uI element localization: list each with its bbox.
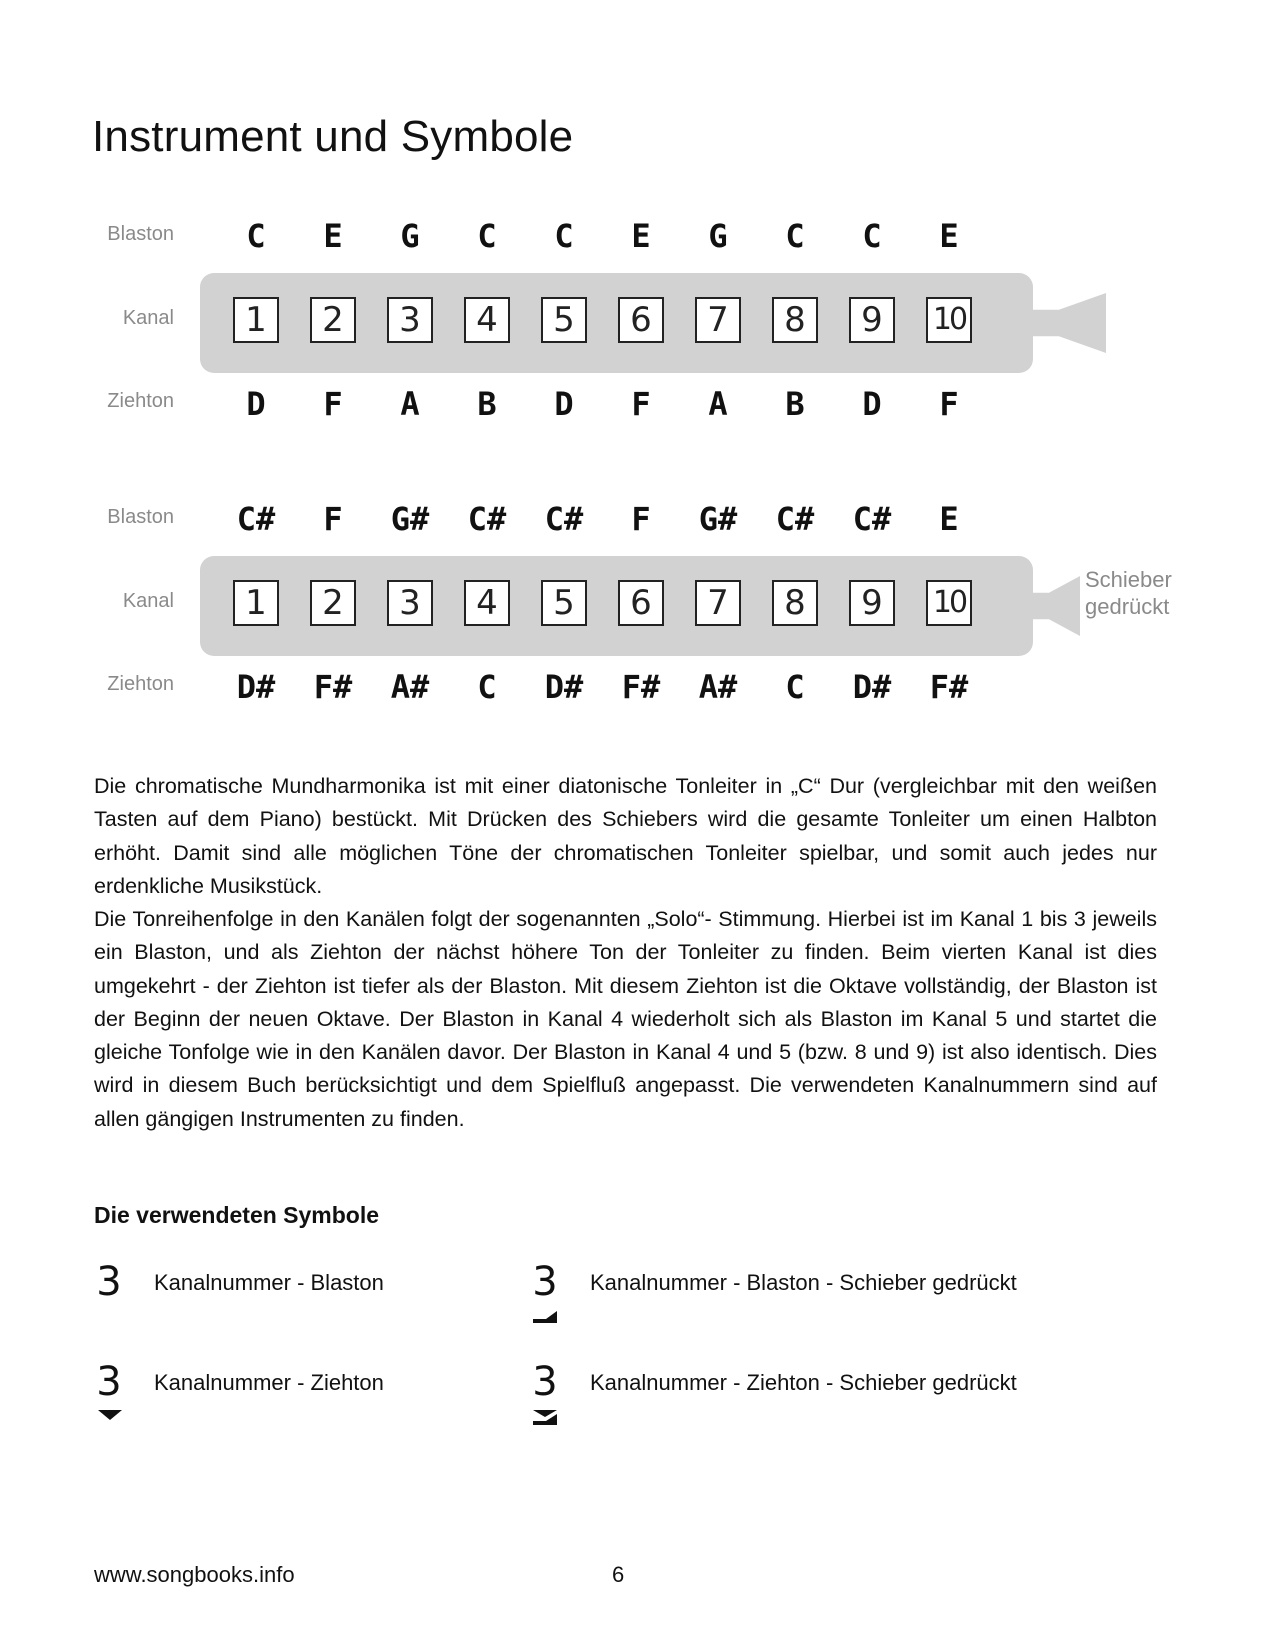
channel-box: 3 — [387, 297, 433, 343]
blow-note: G — [400, 217, 420, 255]
draw-note: F — [631, 385, 651, 423]
channel-box: 8 — [772, 297, 818, 343]
blow-note: G# — [390, 500, 430, 538]
tuning-paragraph: Die Tonreihenfolge in den Kanälen folgt der sogenannten „Solo“- Stimmung. Hierbei ist im Kanal 1 bis 3 jeweils ein Blaston, und als Ziehton der nächst höhere Ton der Tonleiter zu finden. Beim vierten Kanal ist dies umgekehrt - der Ziehton ist tiefer als der Blaston. Mit diesem Ziehton ist die Oktave vollständig, der Blaston ist der Beginn der neuen Oktave. Der Blaston in Kanal 4 wiederholt sich als Blaston im Kanal 5 und startet die gleiche Tonfolge wie in den Kanälen davor. Der Blaston in Kanal 4 und 5 (bzw. 8 und 9) ist also identisch. Dies wird in diesem Buch berücksichtigt und dem Spielfluß angepasst. Die verwendeten Kanalnummern sind auf allen gängigen Instrumenten zu finden. — [94, 907, 1157, 1131]
channel-number-glyph: 3 — [532, 1359, 558, 1405]
channel-box: 8 — [772, 580, 818, 626]
slider-pressed-label — [1085, 566, 1172, 620]
draw-note: D — [554, 385, 574, 423]
footer-url: www.songbooks.info — [94, 1562, 295, 1587]
harmonica-diagram-natural — [0, 205, 1275, 455]
draw-note: F# — [929, 668, 969, 706]
blow-note: F — [631, 500, 651, 538]
blow-note: E — [939, 217, 959, 255]
blow-note: G — [708, 217, 728, 255]
channel-number-glyph: 3 — [532, 1259, 558, 1305]
channel-box: 9 — [849, 580, 895, 626]
channel-row-label: Kanal — [122, 307, 174, 329]
blow-note: C# — [236, 500, 276, 538]
draw-row-label: Ziehton — [107, 390, 174, 412]
blow-notes — [0, 217, 1275, 257]
blow-row-label: Blaston — [107, 223, 174, 245]
symbol-description: Kanalnummer - Blaston — [154, 1270, 384, 1295]
blow-note: C — [554, 217, 574, 255]
harmonica-diagram-slider-pressed — [0, 488, 1275, 738]
blow-note: C# — [467, 500, 507, 538]
draw-row-label: Ziehton — [107, 673, 174, 695]
draw-notes — [0, 385, 1275, 425]
channel-box: 1 — [233, 297, 279, 343]
blow-note: G# — [698, 500, 738, 538]
blow-note: C# — [852, 500, 892, 538]
draw-note: F — [939, 385, 959, 423]
channel-box: 1 — [233, 580, 279, 626]
blow-note: C# — [775, 500, 815, 538]
page-number: 6 — [612, 1562, 625, 1587]
draw-note: B — [785, 385, 805, 423]
blow-note: C — [785, 217, 805, 255]
blow-row-label: Blaston — [107, 506, 174, 528]
draw-note: F# — [621, 668, 661, 706]
channel-box: 7 — [695, 580, 741, 626]
draw-slider-pressed-icon — [533, 1408, 559, 1426]
blow-note: C — [477, 217, 497, 255]
slider-label-line: gedrückt — [1085, 594, 1170, 619]
slider-label-line: Schieber — [1085, 567, 1172, 592]
page-title: Instrument und Symbole — [92, 112, 574, 161]
blow-note: F — [323, 500, 343, 538]
channel-row-label: Kanal — [122, 590, 174, 612]
channel-box: 2 — [310, 297, 356, 343]
blow-note: C — [862, 217, 882, 255]
blow-notes — [0, 500, 1275, 540]
draw-note: D# — [544, 668, 584, 706]
draw-note: C — [785, 668, 805, 706]
draw-arrow-icon — [97, 1408, 123, 1424]
draw-note: D# — [236, 668, 276, 706]
draw-note: A — [400, 385, 420, 423]
channel-box: 4 — [464, 297, 510, 343]
mouthpiece-slider — [1030, 576, 1080, 636]
channel-box: 3 — [387, 580, 433, 626]
blow-note: E — [323, 217, 343, 255]
draw-note: A# — [390, 668, 430, 706]
draw-note: A# — [698, 668, 738, 706]
draw-note: A — [708, 385, 728, 423]
symbol-description: Kanalnummer - Ziehton - Schieber gedrückt — [590, 1370, 1017, 1395]
channel-box: 10 — [926, 580, 972, 626]
draw-notes — [0, 668, 1275, 708]
draw-note: F — [323, 385, 343, 423]
channel-box: 5 — [541, 580, 587, 626]
blow-note: E — [631, 217, 651, 255]
symbol-description: Kanalnummer - Ziehton — [154, 1370, 384, 1395]
intro-paragraph: Die chromatische Mundharmonika ist mit einer diatonische Tonleiter in „C“ Dur (vergleichbar mit den weißen Tasten auf dem Piano) bestückt. Mit Drücken des Schiebers wird die gesamte Tonleiter um einen Halbton erhöht. Damit sind alle möglichen Töne der chromatischen Tonleiter spielbar, und somit auch jedes nur erdenkliche Musikstück. — [94, 774, 1157, 898]
draw-note: B — [477, 385, 497, 423]
channel-box: 10 — [926, 297, 972, 343]
draw-note: D# — [852, 668, 892, 706]
draw-note: D — [862, 385, 882, 423]
channel-box: 9 — [849, 297, 895, 343]
draw-note: F# — [313, 668, 353, 706]
channel-number-glyph: 3 — [96, 1259, 122, 1305]
channel-box: 6 — [618, 580, 664, 626]
channel-box: 4 — [464, 580, 510, 626]
draw-note: C — [477, 668, 497, 706]
channel-box: 6 — [618, 297, 664, 343]
blow-note: C — [246, 217, 266, 255]
slider-pressed-icon — [533, 1308, 559, 1324]
symbol-description: Kanalnummer - Blaston - Schieber gedrückt — [590, 1270, 1017, 1295]
channel-box: 7 — [695, 297, 741, 343]
blow-note: E — [939, 500, 959, 538]
symbols-heading: Die verwendeten Symbole — [94, 1202, 380, 1228]
channel-box: 5 — [541, 297, 587, 343]
channel-box: 2 — [310, 580, 356, 626]
channel-number-glyph: 3 — [96, 1359, 122, 1405]
blow-note: C# — [544, 500, 584, 538]
draw-note: D — [246, 385, 266, 423]
mouthpiece-slider — [1030, 293, 1106, 353]
